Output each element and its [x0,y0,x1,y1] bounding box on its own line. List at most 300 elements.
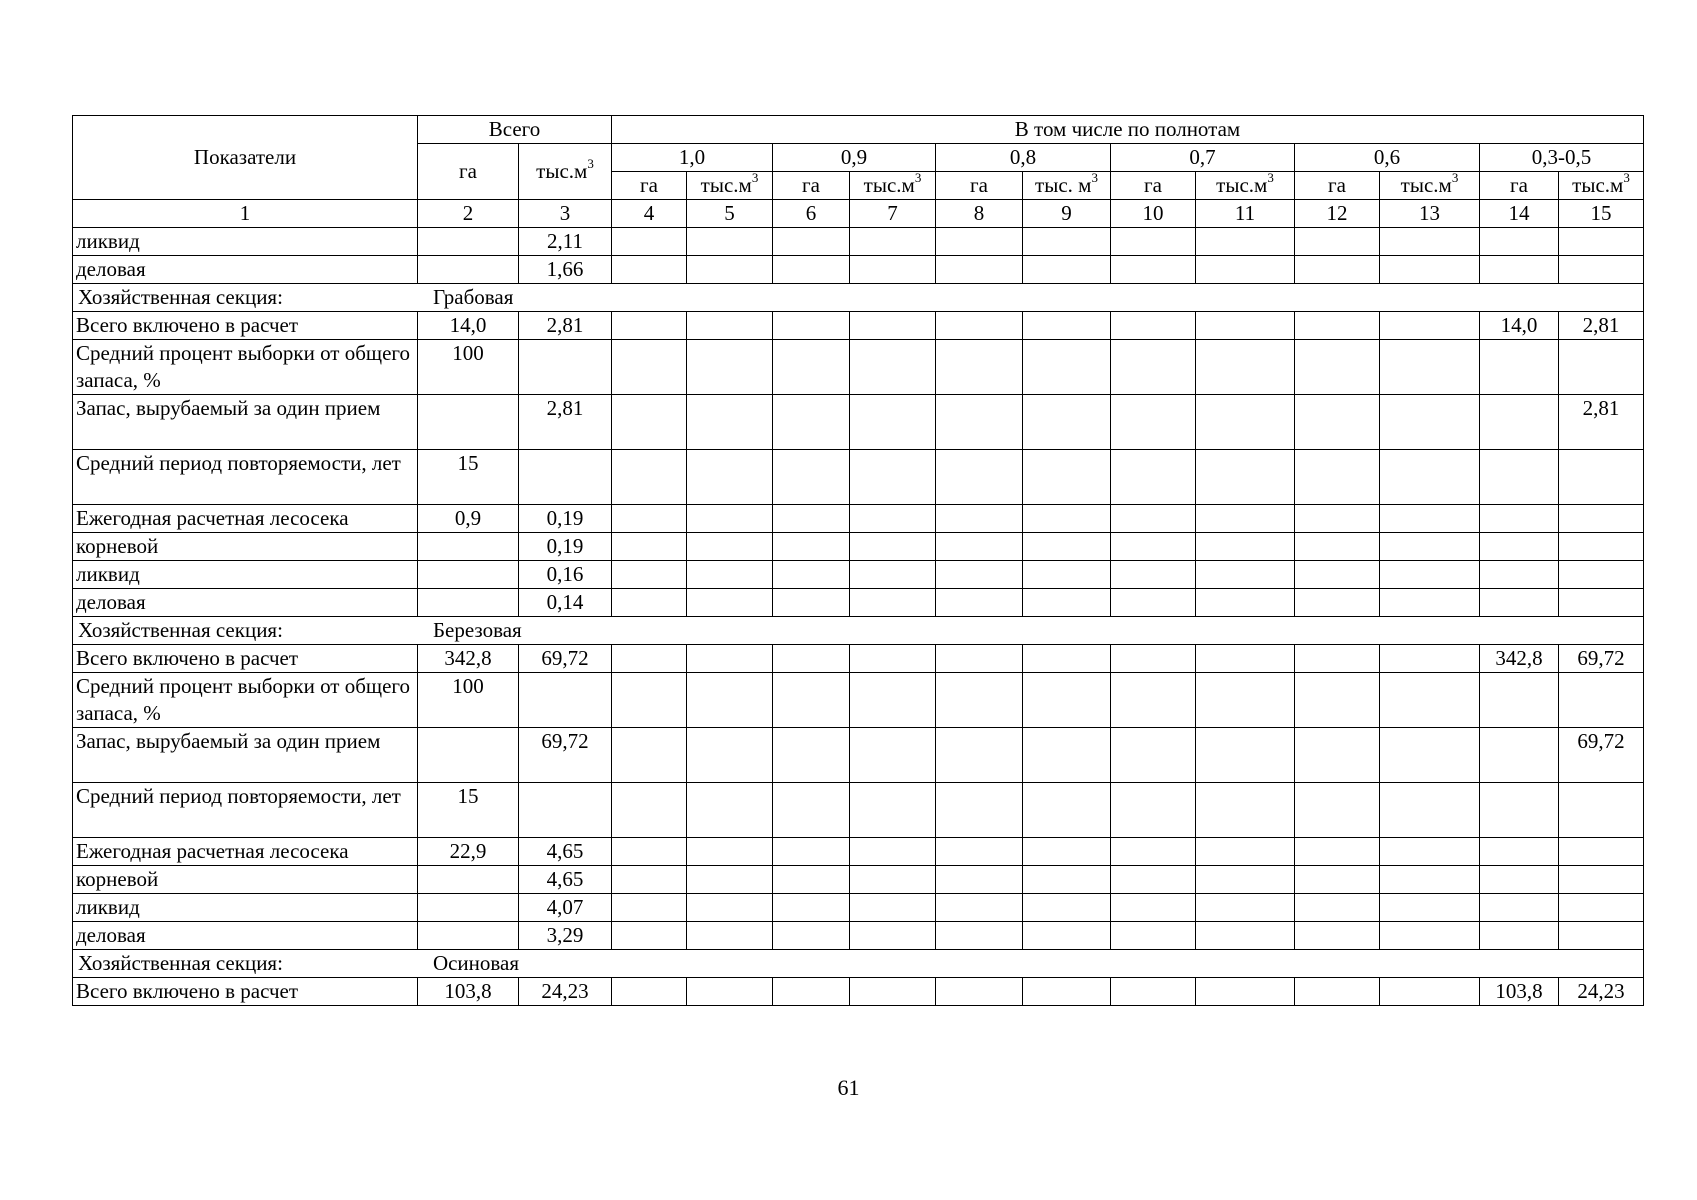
density-cell [1111,395,1196,450]
row-label: ликвид [73,894,418,922]
density-cell [1295,256,1380,284]
density-03-05-m3-cell [1559,340,1644,395]
density-cell [687,340,773,395]
density-cell [612,894,687,922]
section-title [73,284,1644,312]
density-cell [773,894,850,922]
header-ha: га [773,172,850,200]
density-03-05-m3-cell [1559,866,1644,894]
density-cell [1196,395,1295,450]
column-number: 12 [1295,200,1380,228]
total-m3-cell: 4,65 [519,866,612,894]
density-cell [687,783,773,838]
total-ha-cell [418,395,519,450]
table-row [73,922,1644,950]
density-cell [850,978,936,1006]
table-row [73,838,1644,866]
density-cell [1196,783,1295,838]
row-label: Ежегодная расчетная лесосека [73,838,418,866]
header-by-density: В том числе по полнотам [612,116,1644,144]
density-cell [1111,561,1196,589]
density-cell [773,340,850,395]
density-03-05-ha-cell [1480,838,1559,866]
density-cell [1023,589,1111,617]
density-cell [1111,894,1196,922]
density-03-05-m3-cell: 2,81 [1559,312,1644,340]
density-03-05-ha-cell: 14,0 [1480,312,1559,340]
section-title [73,617,1644,645]
density-03-05-m3-cell: 2,81 [1559,395,1644,450]
column-number-row [73,200,1644,228]
density-cell [936,783,1023,838]
total-m3-cell: 2,11 [519,228,612,256]
density-cell [1023,645,1111,673]
table-row [73,256,1644,284]
table-row [73,533,1644,561]
column-number: 9 [1023,200,1111,228]
column-number: 8 [936,200,1023,228]
density-cell [1196,450,1295,505]
density-cell [936,645,1023,673]
density-cell [1380,645,1480,673]
density-cell [936,978,1023,1006]
header-density-1-0: 1,0 [612,144,773,172]
row-label: Средний процент выборки от общего запаса, % [73,673,418,728]
header-m3: $тыс.м^3$ [1380,172,1480,200]
density-cell [1111,838,1196,866]
header-density-0-3-0-5: 0,3-0,5 [1480,144,1644,172]
density-cell [687,450,773,505]
density-cell [687,922,773,950]
row-label: Запас, вырубаемый за один прием [73,395,418,450]
header-density-0-8: 0,8 [936,144,1111,172]
header-ha: га [1480,172,1559,200]
header-density-0-6: 0,6 [1295,144,1480,172]
total-ha-cell [418,728,519,783]
density-cell [773,228,850,256]
density-cell [612,395,687,450]
density-cell [773,256,850,284]
density-cell [1380,922,1480,950]
total-m3-cell [519,673,612,728]
density-03-05-m3-cell [1559,673,1644,728]
density-cell [936,838,1023,866]
row-label: ликвид [73,561,418,589]
density-cell [773,395,850,450]
column-number: 3 [519,200,612,228]
density-cell [850,589,936,617]
density-cell [850,783,936,838]
density-cell [1295,228,1380,256]
total-ha-cell [418,866,519,894]
density-cell [1295,783,1380,838]
density-cell [612,561,687,589]
total-ha-cell [418,533,519,561]
density-cell [850,256,936,284]
density-cell [1380,978,1480,1006]
density-03-05-m3-cell: 69,72 [1559,645,1644,673]
header-m3: $тыс.м^3$ [687,172,773,200]
density-03-05-ha-cell [1480,894,1559,922]
density-cell [1295,340,1380,395]
density-cell [1295,838,1380,866]
density-cell [1380,673,1480,728]
header-total: Всего [418,116,612,144]
density-cell [1196,256,1295,284]
density-cell [1295,645,1380,673]
table-row [73,450,1644,505]
row-label: Всего включено в расчет [73,978,418,1006]
density-cell [1196,228,1295,256]
density-cell [936,395,1023,450]
density-03-05-ha-cell [1480,505,1559,533]
density-cell [1196,312,1295,340]
density-cell [936,340,1023,395]
density-cell [1111,450,1196,505]
section-row [73,284,1644,312]
total-ha-cell: 103,8 [418,978,519,1006]
density-cell [1196,866,1295,894]
total-m3-cell [519,340,612,395]
total-ha-cell [418,228,519,256]
header-total-ha: га [418,144,519,200]
density-cell [1295,894,1380,922]
density-cell [687,505,773,533]
density-03-05-ha-cell [1480,228,1559,256]
total-ha-cell: 100 [418,340,519,395]
total-m3-cell: 2,81 [519,395,612,450]
density-03-05-ha-cell [1480,922,1559,950]
density-cell [1380,728,1480,783]
row-label: ликвид [73,228,418,256]
column-number: 2 [418,200,519,228]
density-cell [687,256,773,284]
density-cell [1380,783,1480,838]
column-number: 14 [1480,200,1559,228]
density-cell [612,645,687,673]
row-label: Средний процент выборки от общего запаса, % [73,340,418,395]
density-03-05-m3-cell [1559,228,1644,256]
density-cell [612,838,687,866]
column-number: 7 [850,200,936,228]
total-ha-cell [418,894,519,922]
density-cell [936,728,1023,783]
density-cell [773,561,850,589]
density-cell [1196,561,1295,589]
density-cell [773,673,850,728]
row-label: корневой [73,533,418,561]
total-m3-cell: 0,19 [519,533,612,561]
total-m3-cell: 4,65 [519,838,612,866]
density-03-05-m3-cell [1559,783,1644,838]
density-cell [1023,922,1111,950]
table-row [73,645,1644,673]
density-cell [687,533,773,561]
density-03-05-m3-cell [1559,450,1644,505]
total-ha-cell: 15 [418,783,519,838]
table-row [73,561,1644,589]
total-ha-cell [418,561,519,589]
density-cell [850,228,936,256]
total-ha-cell: 22,9 [418,838,519,866]
density-cell [1380,589,1480,617]
density-03-05-m3-cell: 24,23 [1559,978,1644,1006]
density-cell [936,312,1023,340]
density-cell [1196,589,1295,617]
density-cell [850,728,936,783]
header-ha: га [936,172,1023,200]
density-cell [687,673,773,728]
table-row [73,340,1644,395]
density-cell [1295,533,1380,561]
density-03-05-ha-cell: 342,8 [1480,645,1559,673]
column-number: 11 [1196,200,1295,228]
density-cell [1380,395,1480,450]
header-density-0-9: 0,9 [773,144,936,172]
density-cell [850,838,936,866]
total-ha-cell: 0,9 [418,505,519,533]
density-cell [687,728,773,783]
density-cell [1111,645,1196,673]
density-cell [1295,978,1380,1006]
density-03-05-ha-cell [1480,395,1559,450]
density-cell [850,450,936,505]
density-cell [773,783,850,838]
density-cell [1023,978,1111,1006]
column-number: 10 [1111,200,1196,228]
density-cell [687,228,773,256]
density-cell [1023,561,1111,589]
density-cell [612,783,687,838]
column-number: 4 [612,200,687,228]
density-cell [1111,866,1196,894]
density-cell [1023,838,1111,866]
density-cell [936,589,1023,617]
density-cell [1380,533,1480,561]
column-number: 6 [773,200,850,228]
density-cell [1023,340,1111,395]
column-number: 1 [73,200,418,228]
density-03-05-m3-cell [1559,561,1644,589]
density-cell [687,866,773,894]
density-cell [1380,228,1480,256]
density-cell [1380,561,1480,589]
density-cell [1111,728,1196,783]
density-cell [1023,505,1111,533]
density-03-05-ha-cell [1480,561,1559,589]
header-total-m3: $тыс.м^3$ [519,144,612,200]
density-03-05-ha-cell [1480,783,1559,838]
column-number: 13 [1380,200,1480,228]
total-m3-cell: 3,29 [519,922,612,950]
table-row [73,228,1644,256]
density-03-05-m3-cell [1559,505,1644,533]
table-row [73,783,1644,838]
density-cell [1111,312,1196,340]
header-m3: $тыс.м^3$ [1559,172,1644,200]
density-cell [1196,533,1295,561]
total-m3-cell: 24,23 [519,978,612,1006]
table-header [73,116,1644,228]
table-body [73,228,1644,1006]
density-cell [1380,894,1480,922]
density-cell [773,866,850,894]
density-cell [1295,312,1380,340]
density-cell [936,673,1023,728]
density-cell [773,645,850,673]
section-row [73,617,1644,645]
density-cell [1111,228,1196,256]
table-row [73,866,1644,894]
density-cell [936,866,1023,894]
row-label: Ежегодная расчетная лесосека [73,505,418,533]
density-cell [687,561,773,589]
density-cell [612,340,687,395]
column-number: 15 [1559,200,1644,228]
header-m3: $тыс.м^3$ [850,172,936,200]
density-cell [612,228,687,256]
total-ha-cell [418,256,519,284]
row-label: деловая [73,589,418,617]
total-m3-cell: 0,14 [519,589,612,617]
density-cell [773,728,850,783]
density-cell [1380,450,1480,505]
density-cell [1023,728,1111,783]
row-label: деловая [73,256,418,284]
density-03-05-ha-cell [1480,450,1559,505]
total-m3-cell: 0,16 [519,561,612,589]
density-cell [936,505,1023,533]
density-cell [936,450,1023,505]
density-cell [1023,450,1111,505]
density-cell [1295,673,1380,728]
density-cell [1023,312,1111,340]
density-03-05-ha-cell [1480,866,1559,894]
header-m3: тыс. $м^3$ [1023,172,1111,200]
density-cell [1111,978,1196,1006]
density-cell [1196,922,1295,950]
row-label: Всего включено в расчет [73,312,418,340]
row-label: Средний период повторяемости, лет [73,783,418,838]
total-m3-cell: 0,19 [519,505,612,533]
density-cell [687,312,773,340]
density-cell [850,340,936,395]
density-cell [687,395,773,450]
density-cell [1196,978,1295,1006]
row-label: Средний период повторяемости, лет [73,450,418,505]
density-cell [1111,589,1196,617]
header-density-0-7: 0,7 [1111,144,1295,172]
density-cell [687,589,773,617]
density-cell [773,838,850,866]
section-row [73,950,1644,978]
density-cell [1023,866,1111,894]
density-cell [1196,838,1295,866]
density-cell [850,894,936,922]
density-cell [1111,783,1196,838]
density-cell [1295,505,1380,533]
row-label: Запас, вырубаемый за один прием [73,728,418,783]
density-cell [612,922,687,950]
density-cell [612,505,687,533]
density-cell [1023,395,1111,450]
density-cell [1295,395,1380,450]
density-03-05-m3-cell [1559,894,1644,922]
total-m3-cell: 69,72 [519,728,612,783]
density-cell [1111,340,1196,395]
density-03-05-ha-cell [1480,533,1559,561]
density-cell [687,838,773,866]
density-cell [850,561,936,589]
density-03-05-m3-cell [1559,533,1644,561]
density-cell [1196,645,1295,673]
total-ha-cell [418,589,519,617]
density-03-05-ha-cell [1480,256,1559,284]
density-cell [1380,256,1480,284]
density-cell [773,922,850,950]
density-cell [1111,673,1196,728]
density-cell [850,533,936,561]
density-cell [1380,505,1480,533]
density-cell [936,228,1023,256]
density-cell [1196,505,1295,533]
density-cell [850,866,936,894]
density-cell [1111,533,1196,561]
density-cell [612,312,687,340]
density-cell [612,866,687,894]
density-03-05-m3-cell [1559,922,1644,950]
table-row [73,978,1644,1006]
column-number: 5 [687,200,773,228]
density-cell [1111,922,1196,950]
table-row [73,505,1644,533]
table-row [73,395,1644,450]
density-cell [612,978,687,1006]
section-name: Грабовая [432,285,514,309]
row-label: деловая [73,922,418,950]
density-cell [850,395,936,450]
density-cell [1023,256,1111,284]
density-cell [1196,894,1295,922]
table-row [73,312,1644,340]
total-ha-cell: 342,8 [418,645,519,673]
row-label: корневой [73,866,418,894]
density-cell [612,256,687,284]
density-03-05-m3-cell [1559,589,1644,617]
density-cell [1295,589,1380,617]
section-prefix: Хозяйственная секция: [78,618,283,642]
total-m3-cell: 4,07 [519,894,612,922]
density-03-05-ha-cell [1480,728,1559,783]
table-row [73,673,1644,728]
density-cell [1023,894,1111,922]
density-cell [1295,728,1380,783]
density-cell [612,589,687,617]
density-cell [612,450,687,505]
density-cell [687,645,773,673]
density-03-05-m3-cell [1559,256,1644,284]
total-ha-cell [418,922,519,950]
total-m3-cell [519,450,612,505]
density-cell [687,894,773,922]
density-cell [1111,505,1196,533]
section-prefix: Хозяйственная секция: [78,285,283,309]
density-cell [850,673,936,728]
density-cell [1023,533,1111,561]
density-03-05-ha-cell [1480,589,1559,617]
header-ha: га [612,172,687,200]
density-cell [1380,312,1480,340]
